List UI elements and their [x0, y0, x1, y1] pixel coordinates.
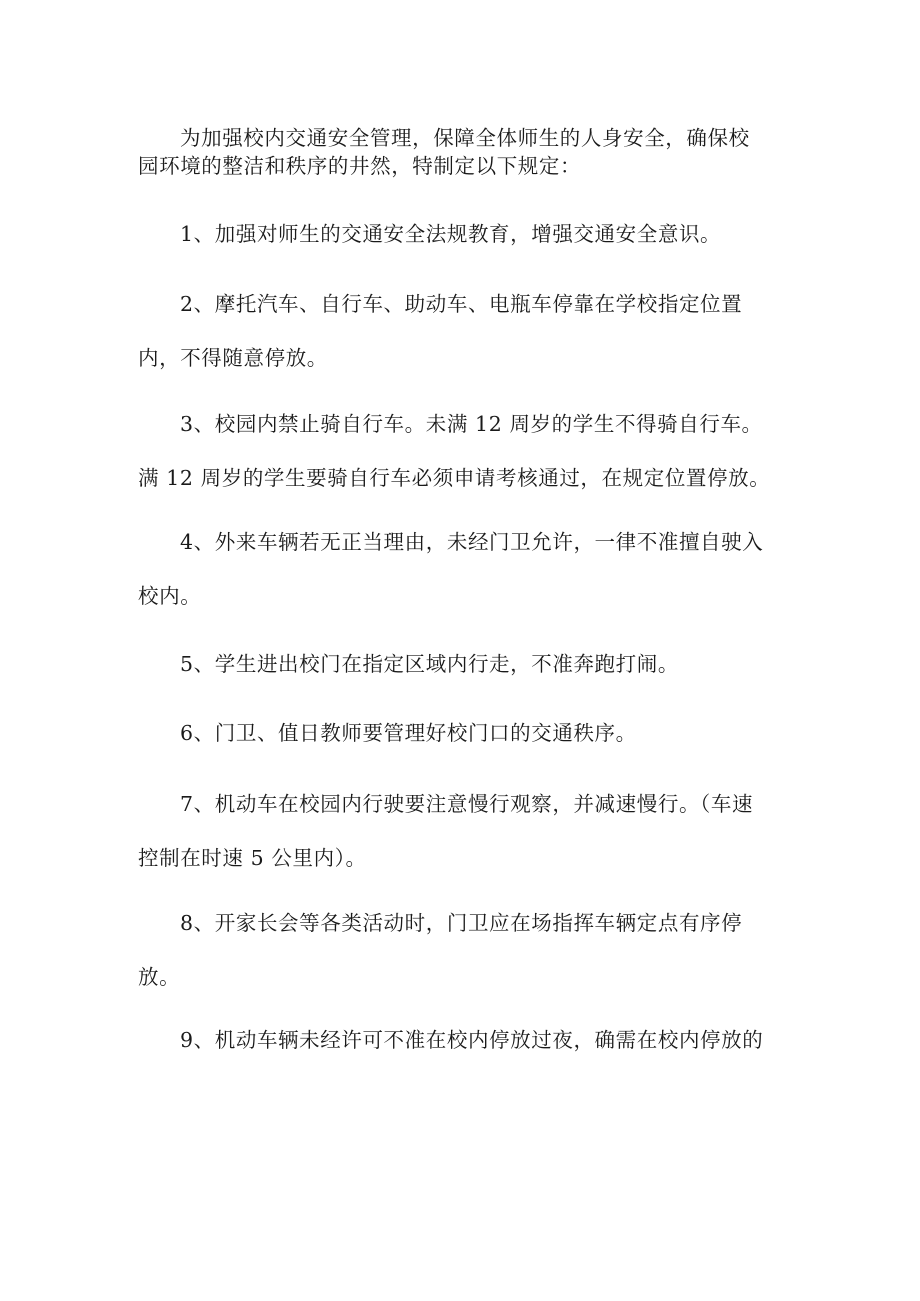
rule-6-paragraph [138, 720, 783, 746]
rule-1-line-1: 1、加强对师生的交通安全法规教育，增强交通安全意识。 [180, 222, 722, 246]
rule-9-paragraph [138, 1027, 783, 1053]
rule-3-line-1: 3、校园内禁止骑自行车。未满 12 周岁的学生不得骑自行车。 [180, 412, 763, 436]
rule-3-line-2: 满 12 周岁的学生要骑自行车必须申请考核通过，在规定位置停放。 [138, 466, 771, 490]
rule-4-line-1: 4、外来车辆若无正当理由，未经门卫允许，一律不准擅自驶入 [180, 530, 764, 554]
rule-8-line-1: 8、开家长会等各类活动时，门卫应在场指挥车辆定点有序停 [180, 911, 743, 935]
rule-7-line-1: 7、机动车在校园内行驶要注意慢行观察，并减速慢行。（车速 [180, 792, 754, 816]
intro-line-2: 园环境的整洁和秩序的井然，特制定以下规定： [138, 154, 582, 178]
rule-2-line-2: 内，不得随意停放。 [138, 346, 328, 370]
rule-9-line-1: 9、机动车辆未经许可不准在校内停放过夜，确需在校内停放的 [180, 1028, 764, 1052]
rule-8-paragraph [138, 910, 783, 990]
rule-7-line-2: 控制在时速 5 公里内）。 [138, 846, 367, 870]
rule-7-paragraph [138, 791, 783, 871]
rule-6-line-1: 6、门卫、值日教师要管理好校门口的交通秩序。 [180, 721, 637, 745]
rule-1-paragraph [138, 221, 783, 247]
rule-5-line-1: 5、学生进出校门在指定区域内行走，不准奔跑打闹。 [180, 652, 679, 676]
rule-3-paragraph [138, 411, 783, 491]
rule-2-line-1: 2、摩托汽车、自行车、助动车、电瓶车停靠在学校指定位置 [180, 292, 743, 316]
rule-4-line-2: 校内。 [138, 584, 202, 608]
intro-paragraph [138, 125, 783, 179]
rule-4-paragraph [138, 529, 783, 609]
rule-2-paragraph [138, 291, 783, 371]
intro-line-1: 为加强校内交通安全管理，保障全体师生的人身安全，确保校 [180, 126, 750, 150]
rule-8-line-2: 放。 [138, 965, 181, 989]
rule-5-paragraph [138, 651, 783, 677]
